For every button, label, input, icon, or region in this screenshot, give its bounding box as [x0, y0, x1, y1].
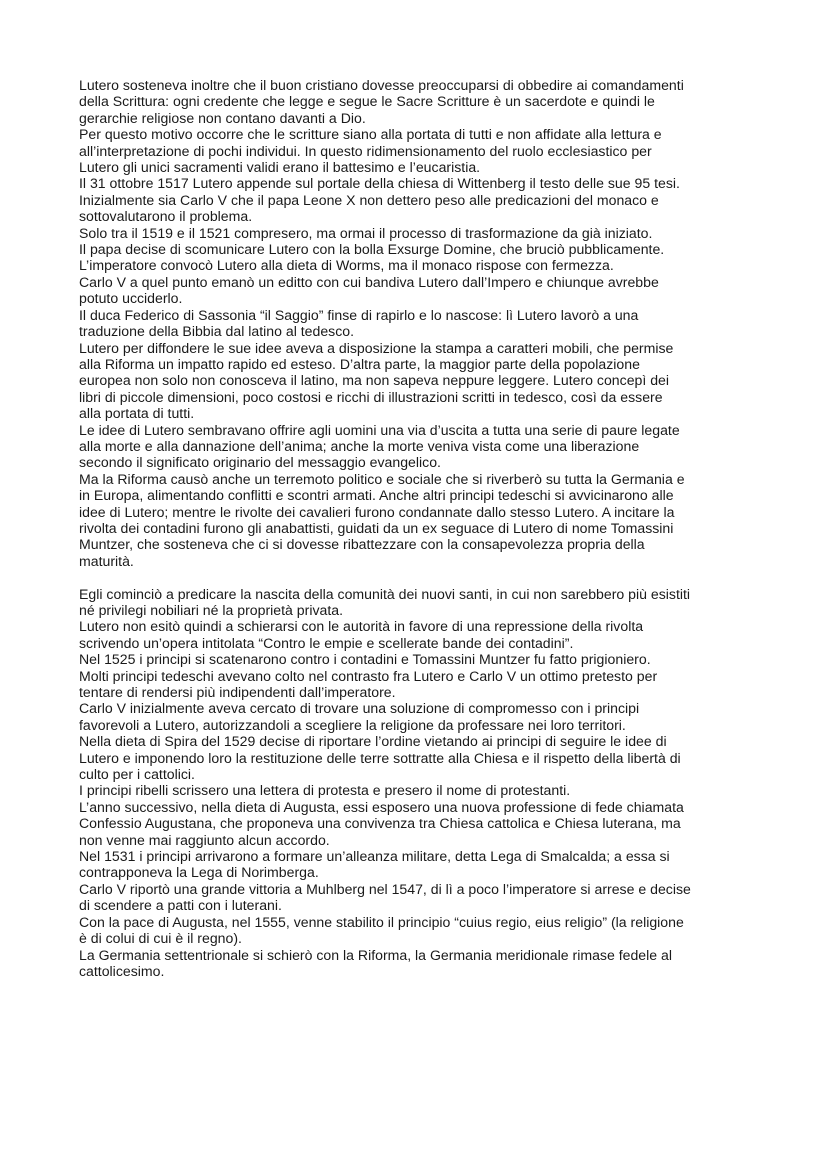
text-block-1: [79, 77, 759, 569]
text-line: Carlo V a quel punto emanò un editto con cui bandiva Lutero dall’Impero e chiunque avrebbe: [79, 273, 659, 290]
text-line: né privilegi nobiliari né la proprietà privata.: [79, 601, 344, 618]
text-line: I principi ribelli scrissero una lettera di protesta e presero il nome di protestanti.: [79, 782, 571, 799]
text-line: Lutero gli unici sacramenti validi erano il battesimo e l’eucaristia.: [79, 159, 481, 176]
text-line: Inizialmente sia Carlo V che il papa Leone X non dettero peso alle predicazioni del monaco e: [79, 191, 659, 208]
text-line: Lutero non esitò quindi a schierarsi con le autorità in favore di una repressione della rivolta: [79, 618, 644, 635]
text-line: scrivendo un’opera intitolata “Contro le empie e scellerate bande dei contadini”.: [79, 634, 574, 651]
text-line: L’imperatore convocò Lutero alla dieta di Worms, ma il monaco rispose con fermezza.: [79, 257, 614, 274]
text-line: Il papa decise di scomunicare Lutero con la bolla Exsurge Domine, che bruciò pubblicamente.: [79, 241, 665, 258]
text-line: rivolta dei contadini furono gli anabattisti, guidati da un ex seguace di Lutero di nome Tomassini: [79, 519, 674, 536]
text-line: secondo il significato originario del messaggio evangelico.: [79, 454, 441, 471]
text-line: tentare di rendersi più indipendenti dall’imperatore.: [79, 684, 396, 701]
text-line: culto per i cattolici.: [79, 766, 195, 783]
text-line: favorevoli a Lutero, autorizzandoli a scegliere la religione da professare nei loro territori.: [79, 716, 626, 733]
document-body: [79, 77, 759, 979]
text-line: sottovalutarono il problema.: [79, 208, 253, 225]
text-line: Nel 1531 i principi arrivarono a formare un’alleanza militare, detta Lega di Smalcalda; a essa si: [79, 848, 670, 865]
text-line: è di colui di cui è il regno).: [79, 930, 242, 947]
text-line: Le idee di Lutero sembravano offrire agli uomini una via d’uscita a tutta una serie di paure legate: [79, 421, 680, 438]
text-line: potuto ucciderlo.: [79, 290, 183, 307]
text-line: Ma la Riforma causò anche un terremoto politico e sociale che si riverberò su tutta la Germania e: [79, 470, 685, 487]
text-line: libri di piccole dimensioni, poco costosi e ricchi di illustrazioni scritti in tedesco, così da essere: [79, 388, 663, 405]
text-line: della Scrittura: ogni credente che legge e segue le Sacre Scritture è un sacerdote e quindi le: [79, 93, 655, 110]
text-line: L’anno successivo, nella dieta di Augusta, essi esposero una nuova professione di fede chiamata: [79, 798, 684, 815]
text-line: Per questo motivo occorre che le scritture siano alla portata di tutti e non affidate alla lettura e: [79, 126, 662, 143]
text-line: Lutero per diffondere le sue idee aveva a disposizione la stampa a caratteri mobili, che permise: [79, 339, 674, 356]
text-line: Solo tra il 1519 e il 1521 compresero, ma ormai il processo di trasformazione da già iniziato.: [79, 224, 653, 241]
text-line: alla portata di tutti.: [79, 405, 195, 422]
text-line: gerarchie religiose non contano davanti a Dio.: [79, 109, 366, 126]
text-line: Molti principi tedeschi avevano colto nel contrasto fra Lutero e Carlo V un ottimo pretesto per: [79, 667, 658, 684]
paragraph-gap: [79, 569, 759, 585]
text-line: europea non solo non conosceva il latino, ma non sapeva neppure leggere. Lutero concepì dei: [79, 372, 670, 389]
text-line: Con la pace di Augusta, nel 1555, venne stabilito il principio “cuius regio, eius religio” (la religione: [79, 913, 684, 930]
text-line: maturità.: [79, 552, 134, 569]
text-line: non venne mai raggiunto alcun accordo.: [79, 831, 330, 848]
text-line: La Germania settentrionale si schierò con la Riforma, la Germania meridionale rimase fedele al: [79, 946, 672, 963]
text-line: Il 31 ottobre 1517 Lutero appende sul portale della chiesa di Wittenberg il testo delle sue 95 tesi.: [79, 175, 680, 192]
text-line: idee di Lutero; mentre le rivolte dei cavalieri furono condannate dallo stesso Lutero. A incitare la: [79, 503, 675, 520]
text-line: Il duca Federico di Sassonia “il Saggio” finse di rapirlo e lo nascose: lì Lutero lavorò a una: [79, 306, 639, 323]
text-line: in Europa, alimentando conflitti e scontri armati. Anche altri principi tedeschi si avvicinarono alle: [79, 487, 674, 504]
text-line: alla Riforma un impatto rapido ed esteso. D’altra parte, la maggior parte della popolazione: [79, 355, 640, 372]
text-line: cattolicesimo.: [79, 962, 165, 979]
text-line: Carlo V inizialmente aveva cercato di trovare una soluzione di compromesso con i principi: [79, 700, 640, 717]
text-line: alla morte e alla dannazione dell’anima; anche la morte veniva vista come una liberazione: [79, 437, 640, 454]
text-line: traduzione della Bibbia dal latino al tedesco.: [79, 323, 355, 340]
text-line: contrapponeva la Lega di Norimberga.: [79, 864, 319, 881]
text-block-2: [79, 586, 759, 980]
text-line: Nel 1525 i principi si scatenarono contro i contadini e Tomassini Muntzer fu fatto prigioniero.: [79, 651, 651, 668]
text-line: Muntzer, che sosteneva che ci si dovesse ribattezzare con la consapevolezza propria della: [79, 536, 645, 553]
text-line: Egli cominciò a predicare la nascita della comunità dei nuovi santi, in cui non sarebbero più esistiti: [79, 585, 691, 602]
text-line: Lutero sosteneva inoltre che il buon cristiano dovesse preoccuparsi di obbedire ai comandamenti: [79, 77, 684, 93]
text-line: Carlo V riportò una grande vittoria a Muhlberg nel 1547, di lì a poco l’imperatore si arrese e decise: [79, 880, 691, 897]
text-line: Confessio Augustana, che proponeva una convivenza tra Chiesa cattolica e Chiesa luterana, ma: [79, 815, 681, 832]
text-line: all’interpretazione di pochi individui. In questo ridimensionamento del ruolo ecclesiastico per: [79, 142, 652, 159]
text-line: Lutero e imponendo loro la restituzione delle terre sottratte alla Chiesa e il rispetto della libertà di: [79, 749, 681, 766]
text-line: Nella dieta di Spira del 1529 decise di riportare l’ordine vietando ai principi di seguire le idee di: [79, 733, 667, 750]
text-line: di scendere a patti con i luterani.: [79, 897, 282, 914]
